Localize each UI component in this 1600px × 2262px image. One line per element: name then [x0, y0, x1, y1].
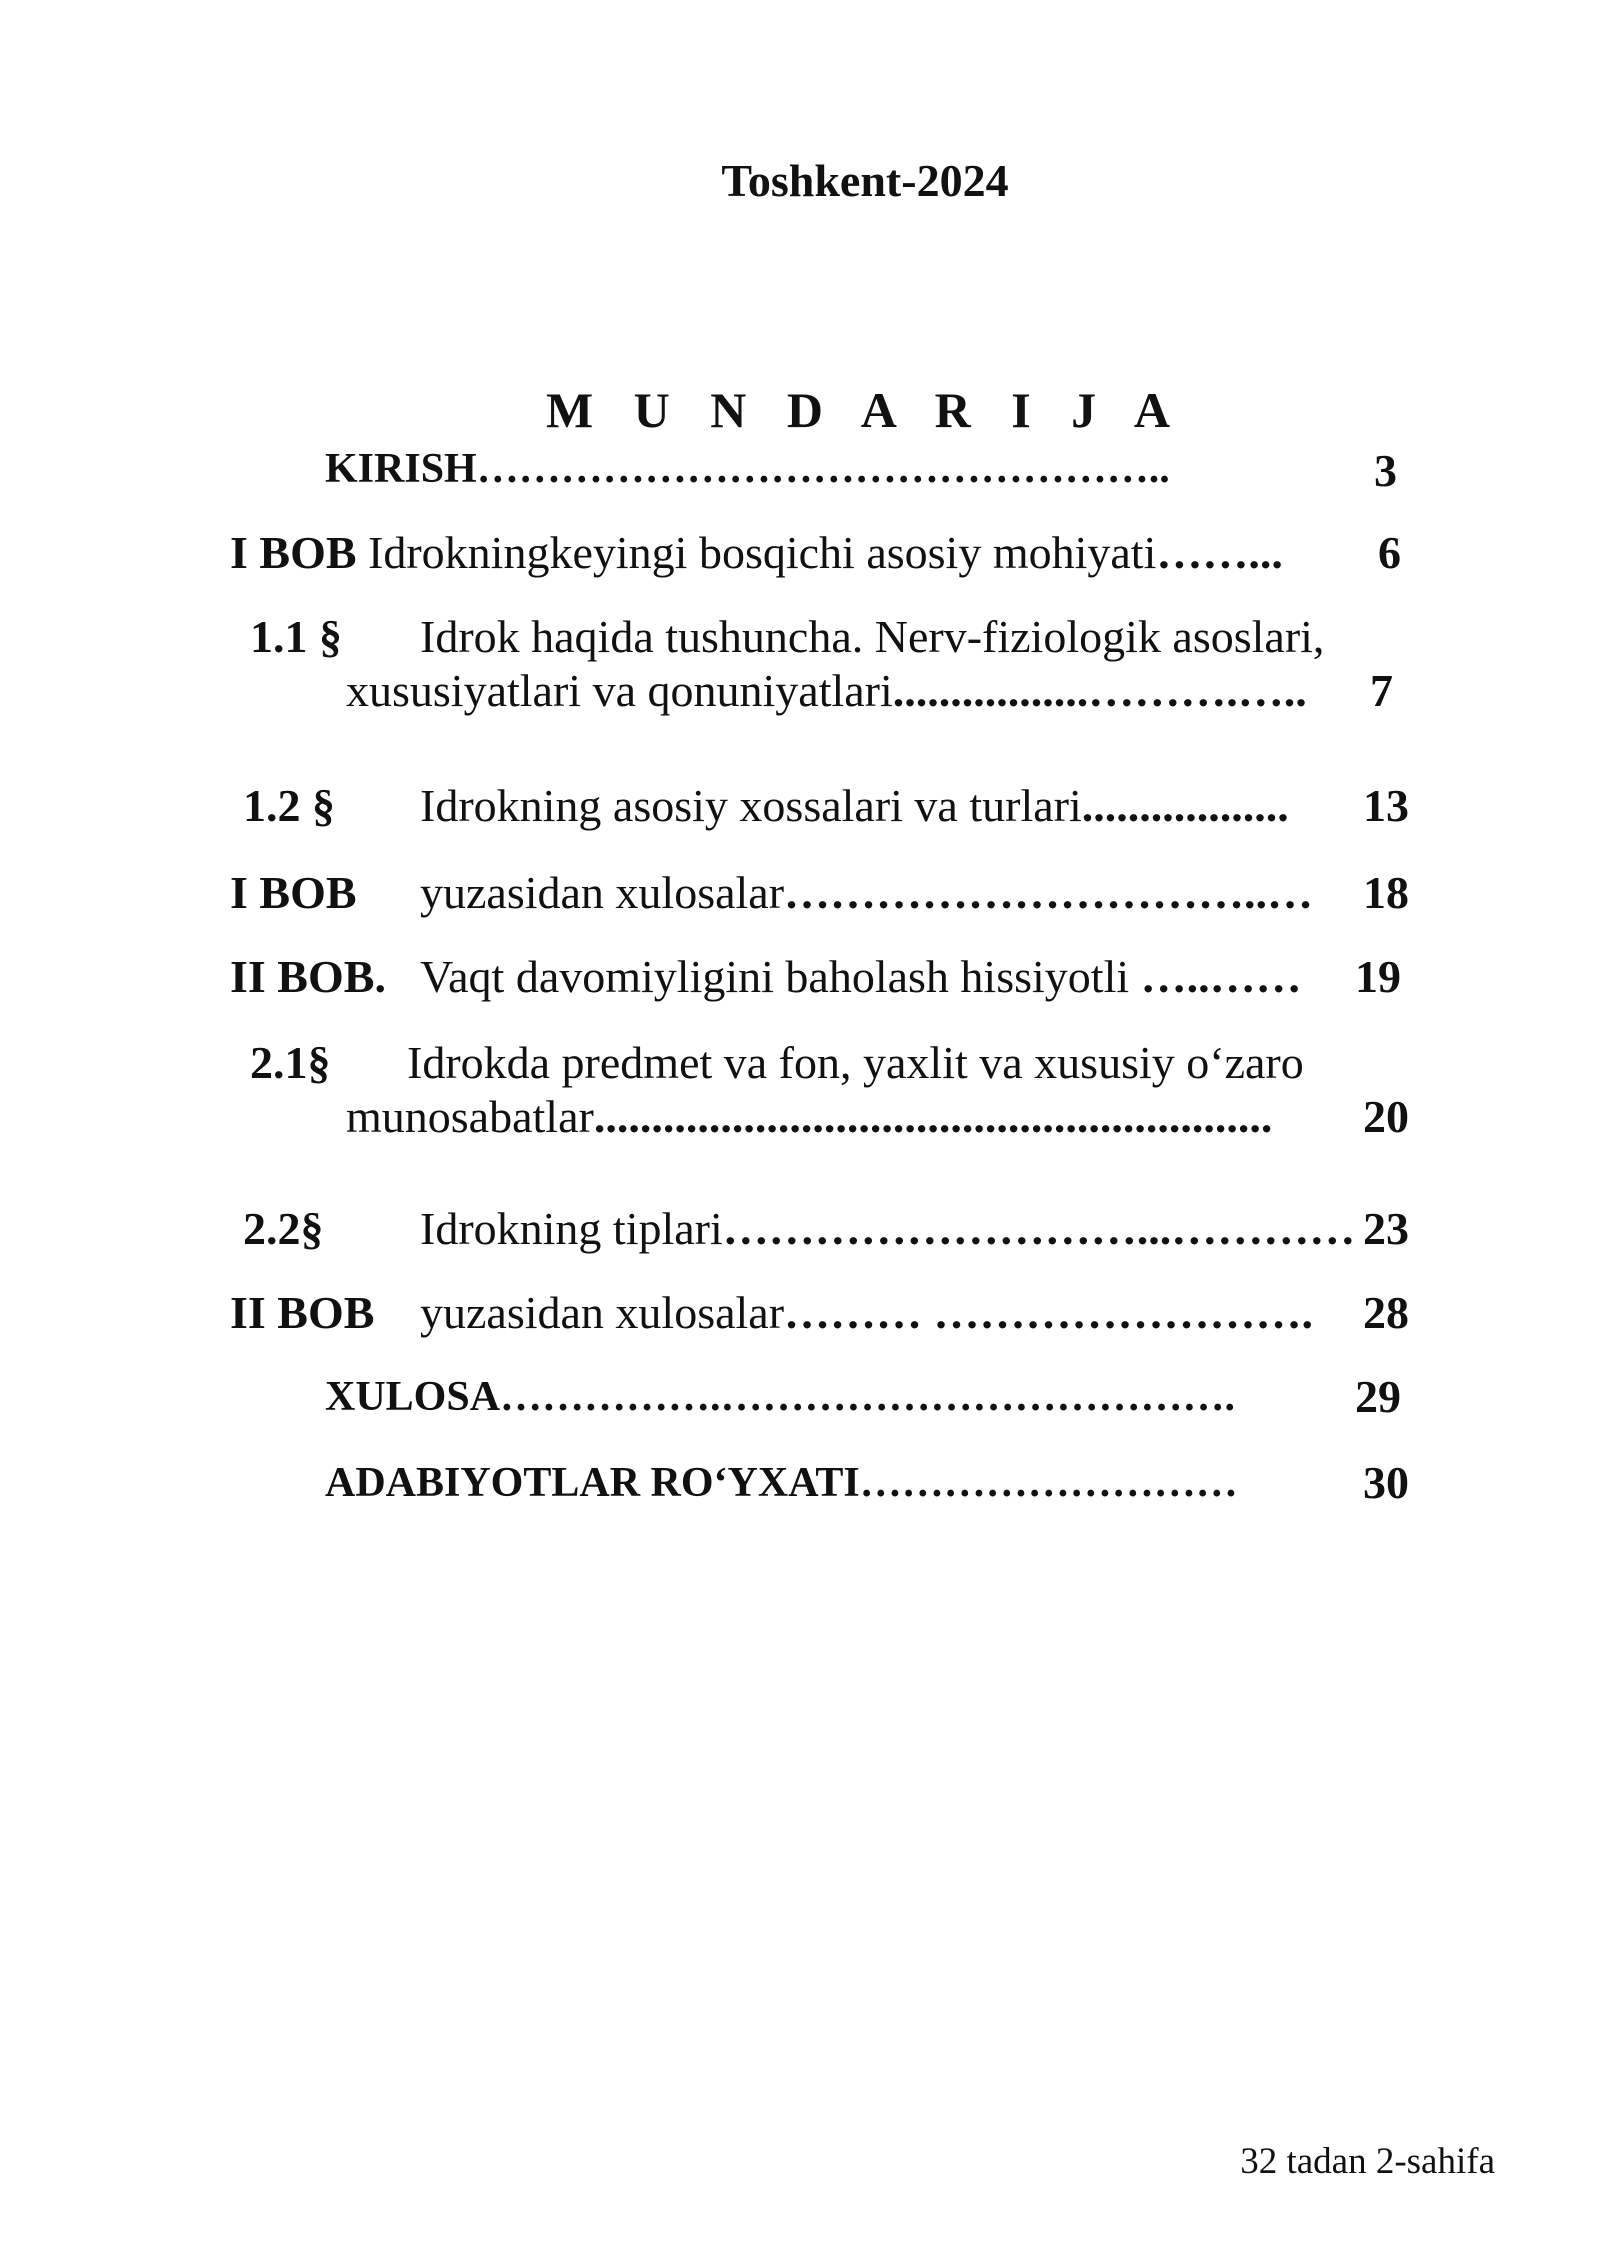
toc-leader: …………….……………………………….	[500, 1374, 1236, 1420]
toc-entry-text: Vaqt davomiyligini baholash hissiyotli	[420, 951, 1130, 1002]
toc-page-number: 19	[1355, 951, 1401, 1002]
toc-entry-text: munosabatlar	[346, 1091, 594, 1142]
toc-page-number: 13	[1363, 780, 1409, 831]
toc-leader: ……...	[1156, 527, 1283, 578]
toc-entry-text: yuzasidan xulosalar	[420, 867, 785, 918]
toc-entry-section-2-1-cont	[346, 1091, 1273, 1142]
toc-leader: ……… …………………….	[784, 1287, 1314, 1338]
toc-leader: ………………………...…………	[722, 1203, 1356, 1254]
toc-entry-text: Idrokning tiplari	[420, 1203, 723, 1254]
toc-page-number: 18	[1363, 867, 1409, 918]
toc-entry-text: XULOSA	[325, 1374, 501, 1420]
toc-entry-text: xususiyatlari va qonuniyatlari	[346, 665, 893, 716]
toc-entry-text: yuzasidan xulosalar	[420, 1287, 785, 1338]
toc-entry-section-1-1[interactable]: Idrok haqida tushuncha. Nerv-fiziologik asoslari,	[420, 611, 1325, 662]
toc-leader: …………………………..…	[784, 867, 1314, 918]
toc-entry-section-2-1[interactable]: Idrokda predmet va fon, yaxlit va xususiy o‘zaro	[407, 1037, 1304, 1088]
toc-leader: …..……	[1140, 951, 1302, 1002]
toc-entry-section-1-2[interactable]	[420, 780, 1289, 831]
toc-entry-text: ADABIYOTLAR RO‘YXATI	[325, 1460, 860, 1506]
toc-entry-chapter-2[interactable]	[420, 951, 1302, 1002]
toc-leader: .................……….…..	[892, 665, 1307, 716]
toc-page-number: 28	[1363, 1287, 1409, 1338]
toc-page-number: 20	[1363, 1091, 1409, 1142]
toc-leader: ………………………	[859, 1460, 1238, 1506]
toc-entry-prefix: II BOB.	[230, 951, 386, 1002]
toc-page-number: 7	[1370, 665, 1393, 716]
toc-page-number: 29	[1355, 1371, 1401, 1422]
city-year: Toshkent-2024	[721, 155, 1009, 206]
toc-entry-text: KIRISH	[325, 446, 477, 492]
toc-entry-prefix: 1.2 §	[243, 780, 335, 831]
toc-leader: ...........................................................	[593, 1091, 1273, 1142]
toc-entry-prefix: II BOB	[230, 1287, 375, 1338]
toc-page-number: 23	[1363, 1203, 1409, 1254]
toc-entry-prefix: 2.2§	[243, 1203, 324, 1254]
toc-page-number: 30	[1363, 1457, 1409, 1508]
toc-entry-text: Idrokningkeyingi bosqichi asosiy mohiyati	[368, 527, 1157, 578]
toc-entry-chapter-1-summary[interactable]	[420, 867, 1314, 918]
toc-entry-prefix: 2.1§	[250, 1037, 331, 1088]
toc-leader: ..................	[1081, 780, 1289, 831]
toc-title: M U N D A R I J A	[545, 382, 1185, 438]
toc-entry-kirish[interactable]	[325, 448, 1170, 490]
toc-entry-conclusion[interactable]	[325, 1376, 1235, 1418]
toc-entry-references[interactable]	[325, 1462, 1238, 1504]
toc-entry-chapter-2-summary[interactable]	[420, 1287, 1314, 1338]
toc-entry-chapter-1[interactable]	[230, 527, 1283, 578]
toc-entry-prefix: 1.1 §	[250, 611, 342, 662]
toc-leader: …………………………………………..	[476, 446, 1170, 492]
toc-entry-section-2-2[interactable]	[420, 1203, 1356, 1254]
toc-entry-prefix: I BOB	[230, 867, 357, 918]
toc-page-number: 3	[1374, 445, 1397, 496]
toc-entry-text: Idrokning asosiy xossalari va turlari	[420, 780, 1082, 831]
page-footer: 32 tadan 2-sahifa	[1240, 2141, 1495, 2182]
toc-page-number: 6	[1378, 527, 1401, 578]
toc-entry-prefix: I BOB	[230, 527, 357, 578]
toc-entry-section-1-1-cont	[346, 665, 1307, 716]
